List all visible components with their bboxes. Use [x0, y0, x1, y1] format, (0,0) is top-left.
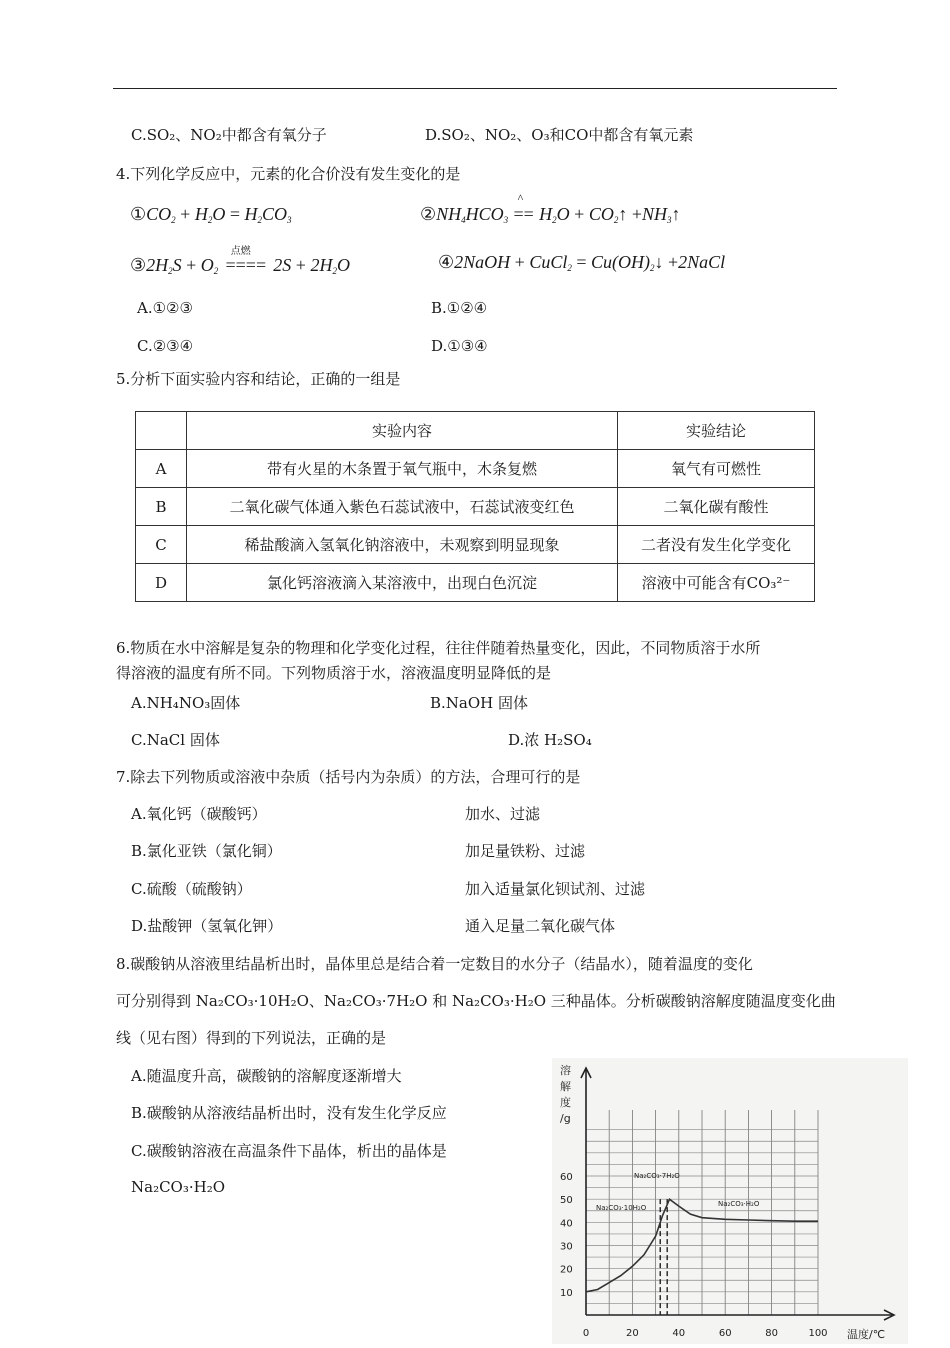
heat-symbol: ^: [517, 191, 524, 205]
experiment-table: [135, 411, 815, 602]
q4-stem: 4.下列化学反应中，元素的化合价没有发生变化的是: [116, 165, 461, 183]
q7-method-a: 加水、过滤: [465, 805, 541, 823]
equation-number: ③: [130, 255, 147, 275]
x-tick-label: 0: [582, 1328, 590, 1339]
q7-option-c[interactable]: C.硫酸（硫酸钠）: [131, 880, 252, 898]
row-label: A: [136, 450, 187, 488]
q4-option-d[interactable]: D.①③④: [431, 337, 488, 355]
x-tick-label: 100: [808, 1328, 828, 1339]
equation-number: ④: [438, 252, 455, 272]
y-axis-label: 解: [560, 1080, 571, 1093]
q4-option-b[interactable]: B.①②④: [431, 299, 488, 317]
q6-stem-line2: 得溶液的温度有所不同。下列物质溶于水，溶液温度明显降低的是: [116, 664, 552, 682]
row-label: B: [136, 488, 187, 526]
row-label: C: [136, 526, 187, 564]
y-tick-label: 40: [560, 1218, 573, 1230]
q8-stem-line1: 8.碳酸钠从溶液里结晶析出时，晶体里总是结合着一定数目的水分子（结晶水），随着温度的变化: [116, 955, 753, 973]
q7-method-c: 加入适量氯化钡试剂、过滤: [465, 880, 646, 898]
row-content: 二氧化碳气体通入紫色石蕊试液中，石蕊试液变红色: [187, 488, 618, 526]
q6-option-a[interactable]: A.NH₄NO₃固体: [131, 694, 241, 712]
row-conclusion: 二者没有发生化学变化: [618, 526, 815, 564]
row-content: 带有火星的木条置于氧气瓶中，木条复燃: [187, 450, 618, 488]
row-conclusion: 氧气有可燃性: [618, 450, 815, 488]
x-tick-label: 60: [718, 1328, 732, 1339]
q4-option-c[interactable]: C.②③④: [137, 337, 194, 355]
q3-option-c[interactable]: C.SO₂、NO₂中都含有氧分子: [131, 126, 327, 144]
q4-equation-3: $③2H_2S + O_2$ ==== 点燃 $2S + 2H_2O$: [130, 255, 350, 276]
table-row[interactable]: [136, 564, 815, 602]
q6-stem-line1: 6.物质在水中溶解是复杂的物理和化学变化过程，往往伴随着热量变化，因此，不同物质溶于水所: [116, 639, 761, 657]
y-axis-label: 溶: [560, 1064, 571, 1077]
x-tick-label: 20: [626, 1328, 639, 1339]
x-tick-label: 80: [765, 1328, 778, 1339]
header-conclusion: 实验结论: [618, 412, 815, 450]
q7-stem: 7.除去下列物质或溶液中杂质（括号内为杂质）的方法，合理可行的是: [116, 768, 581, 786]
row-content: 氯化钙溶液滴入某溶液中，出现白色沉淀: [187, 564, 618, 602]
solubility-chart: [552, 1058, 908, 1344]
q5-stem: 5.分析下面实验内容和结论，正确的一组是: [116, 370, 401, 388]
table-row[interactable]: [136, 488, 815, 526]
q4-equation-1: $①CO_2 + H_2O = H_2CO_3$: [130, 204, 292, 225]
row-label: D: [136, 564, 187, 602]
equation-number: ②: [420, 204, 437, 224]
y-tick-label: 60: [560, 1172, 573, 1183]
q8-option-c-line2: Na₂CO₃·H₂O: [131, 1178, 226, 1196]
q7-option-d[interactable]: D.盐酸钾（氢氧化钾）: [131, 917, 283, 935]
q7-option-b[interactable]: B.氯化亚铁（氯化铜）: [131, 842, 282, 860]
q7-method-b: 加足量铁粉、过滤: [465, 842, 586, 860]
q8-option-b[interactable]: B.碳酸钠从溶液结晶析出时，没有发生化学反应: [131, 1104, 447, 1122]
q7-option-a[interactable]: A.氧化钙（碳酸钙）: [131, 805, 267, 823]
header-rule: [113, 88, 837, 89]
y-tick-label: 30: [560, 1241, 573, 1253]
q8-option-a[interactable]: A.随温度升高，碳酸钠的溶解度逐渐增大: [131, 1067, 402, 1085]
q4-equation-4: ④2NaOH + CuCl$_2$ = $Cu(OH)_2↓$ +2NaCl: [438, 252, 726, 273]
y-tick-label: 20: [560, 1264, 573, 1276]
y-tick-label: 50: [560, 1195, 573, 1207]
crystal-form-label: Na₂CO₃·10H₂O: [596, 1204, 647, 1212]
y-tick-label: 10: [560, 1287, 573, 1299]
ignition-condition: 点燃: [230, 246, 251, 257]
row-conclusion: 二氧化碳有酸性: [618, 488, 815, 526]
row-conclusion: 溶液中可能含有CO₃²⁻: [618, 564, 815, 602]
crystal-form-label: Na₂CO₃·7H₂O: [634, 1172, 680, 1180]
table-row[interactable]: [136, 526, 815, 564]
q6-option-d[interactable]: D.浓 H₂SO₄: [508, 731, 592, 749]
x-axis-label: 温度/℃: [847, 1328, 886, 1341]
x-tick-label: 40: [672, 1328, 686, 1339]
q4-option-a[interactable]: A.①②③: [137, 299, 193, 317]
q8-option-c[interactable]: C.碳酸钠溶液在高温条件下晶体，析出的晶体是: [131, 1142, 447, 1160]
q6-option-b[interactable]: B.NaOH 固体: [430, 694, 529, 712]
header-content: 实验内容: [187, 412, 618, 450]
y-axis-label: 度: [560, 1096, 571, 1109]
q8-stem-line3: 线（见右图）得到的下列说法，正确的是: [116, 1029, 387, 1047]
table-header-row: [136, 412, 815, 450]
equation-number: ①: [130, 204, 147, 224]
y-axis-label: /g: [560, 1112, 571, 1125]
q3-option-d[interactable]: D.SO₂、NO₂、O₃和CO中都含有氧元素: [425, 126, 694, 144]
row-content: 稀盐酸滴入氢氧化钠溶液中，未观察到明显现象: [187, 526, 618, 564]
q7-method-d: 通入足量二氧化碳气体: [465, 917, 616, 935]
q4-equation-2: $②NH_4HCO_3$ == ^ $H_2O$ + $CO_2↑$ $+NH_3↑$: [420, 191, 681, 225]
crystal-form-label: Na₂CO₃·H₂O: [718, 1200, 760, 1208]
q6-option-c[interactable]: C.NaCl 固体: [131, 731, 220, 749]
q8-stem-line2: 可分别得到 Na₂CO₃·10H₂O、Na₂CO₃·7H₂O 和 Na₂CO₃·H₂O 三种晶体。分析碳酸钠溶解度随温度变化曲: [116, 992, 836, 1010]
table-row[interactable]: [136, 450, 815, 488]
chart-svg: [552, 1058, 908, 1344]
